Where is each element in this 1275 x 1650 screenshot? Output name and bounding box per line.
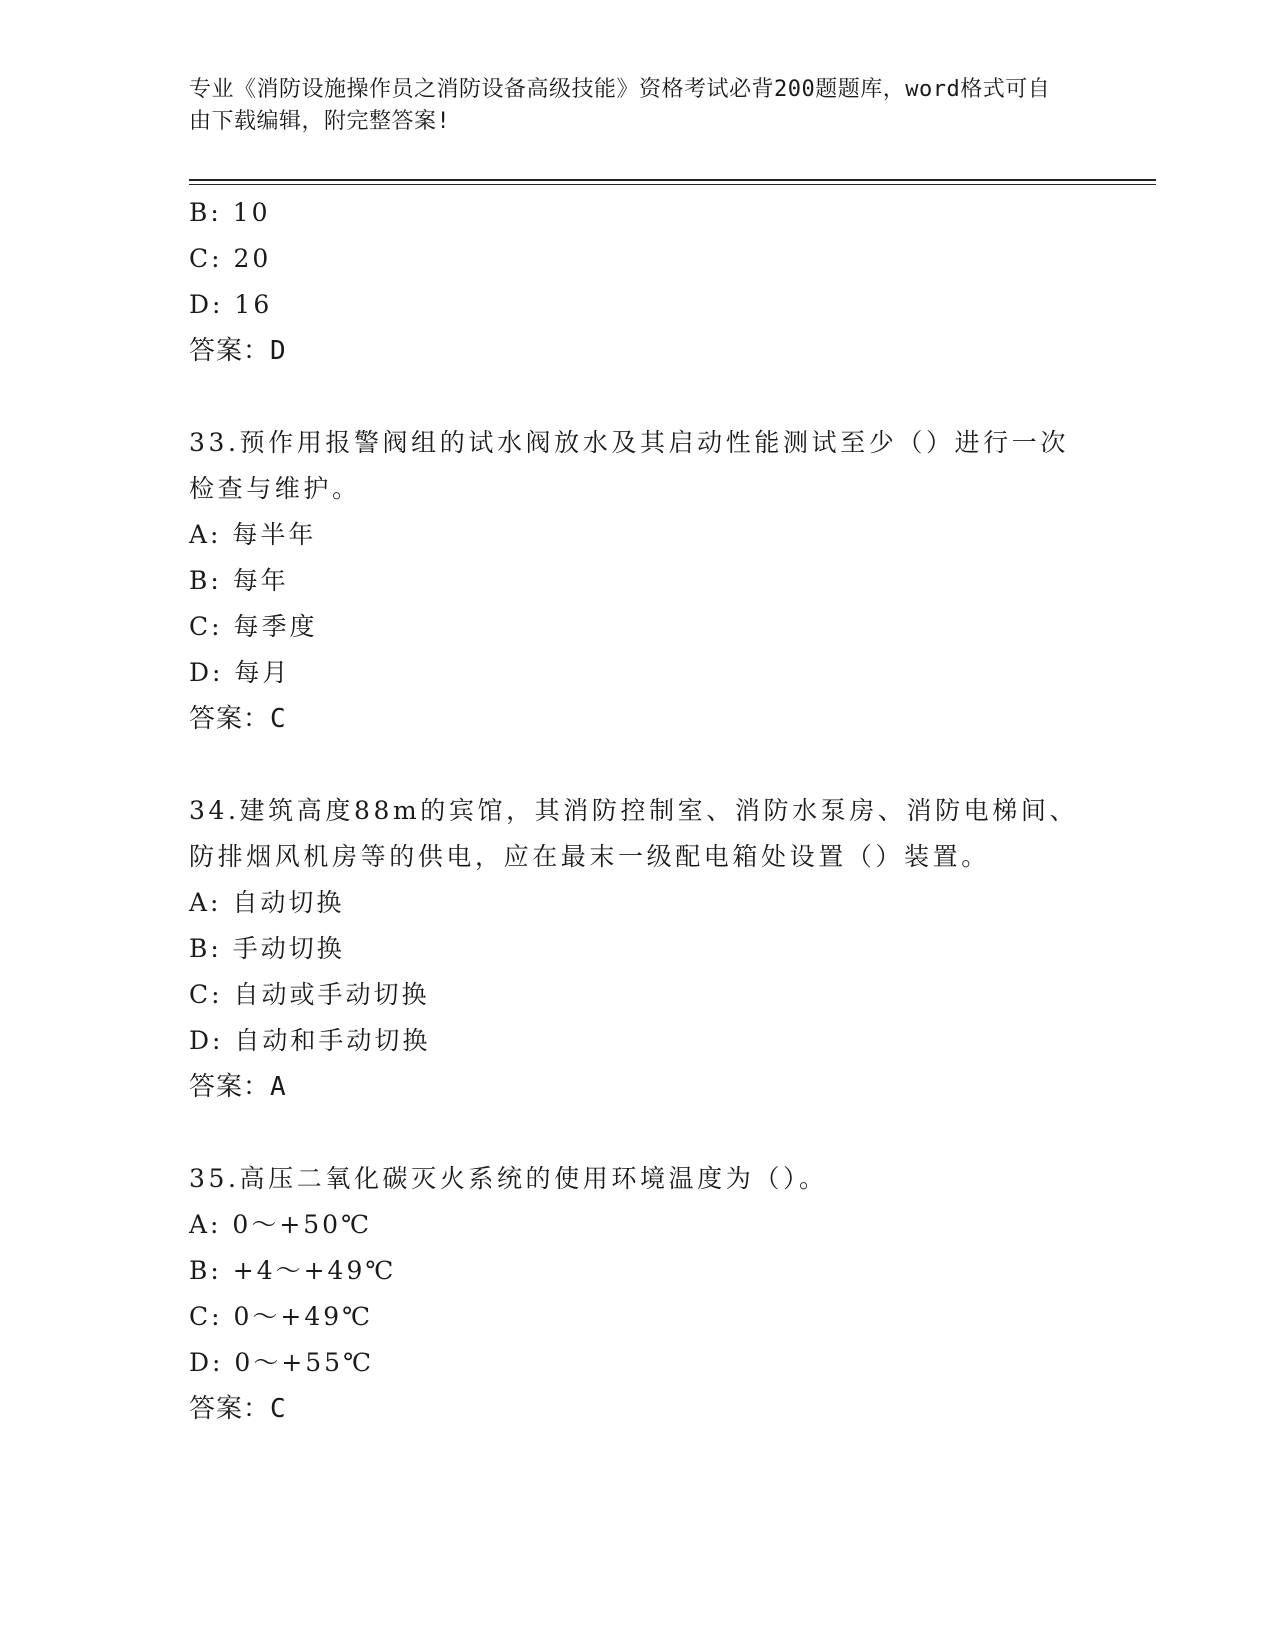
question-35 — [189, 1156, 1089, 1432]
option-d: D: 0～+55℃ — [189, 1348, 375, 1377]
option-a: A: 每半年 — [189, 520, 317, 549]
option-b: B: 手动切换 — [189, 934, 345, 963]
option-d: D: 16 — [189, 290, 273, 319]
option-a: A: 0～+50℃ — [189, 1210, 373, 1239]
option-c: C: 20 — [189, 244, 272, 273]
option-c: C: 0～+49℃ — [189, 1302, 374, 1331]
question-stem: 35.高压二氧化碳灭火系统的使用环境温度为（）。 — [189, 1164, 828, 1193]
option-a: A: 自动切换 — [189, 888, 345, 917]
answer: 答案：A — [189, 1072, 287, 1102]
option-c: C: 自动或手动切换 — [189, 980, 430, 1009]
header-divider-thin — [189, 184, 1156, 185]
question-list — [189, 190, 1089, 1432]
carryover-question — [189, 190, 1089, 374]
document-header: 专业《消防设施操作员之消防设备高级技能》资格考试必背200题题库，word格式可自由下载编辑，附完整答案! — [189, 77, 1051, 134]
answer: 答案：D — [189, 336, 287, 366]
option-d: D: 每月 — [189, 658, 291, 687]
option-b: B: 每年 — [189, 566, 289, 595]
option-b: B: +4～+49℃ — [189, 1256, 397, 1285]
question-stem: 33.预作用报警阀组的试水阀放水及其启动性能测试至少（）进行一次检查与维护。 — [189, 428, 1069, 503]
option-d: D: 自动和手动切换 — [189, 1026, 431, 1055]
answer: 答案：C — [189, 1394, 287, 1424]
answer: 答案：C — [189, 704, 287, 734]
question-33 — [189, 420, 1089, 742]
question-34 — [189, 788, 1089, 1110]
option-b: B: 10 — [189, 198, 271, 227]
question-stem: 34.建筑高度88m的宾馆，其消防控制室、消防水泵房、消防电梯间、防排烟风机房等的供电，应在最末一级配电箱处设置（）装置。 — [189, 796, 1079, 871]
header-divider — [189, 179, 1156, 181]
option-c: C: 每季度 — [189, 612, 318, 641]
